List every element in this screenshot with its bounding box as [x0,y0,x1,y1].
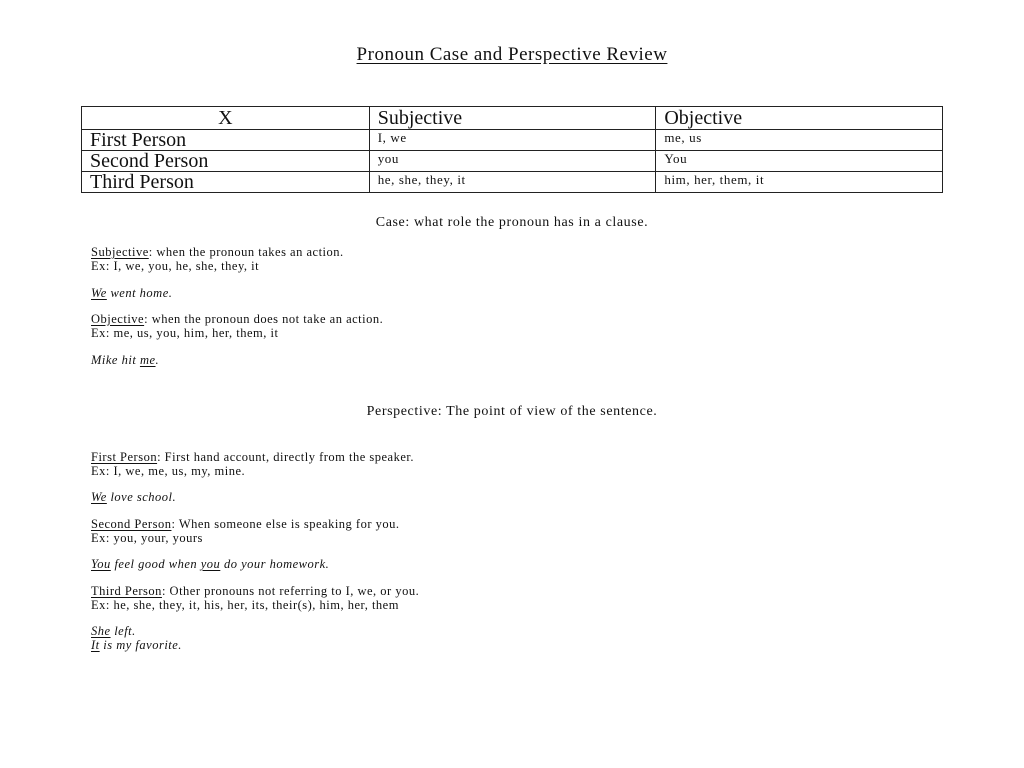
objective-sentence-pronoun: me [139,353,156,367]
third-person-example-sentences [91,624,182,652]
first-person-definition-text: : First hand account, directly from the speaker. [157,450,414,464]
second-person-sentence-end: do your homework. [220,557,330,571]
pronoun-table [81,106,943,193]
subjective-examples: Ex: I, we, you, he, she, they, it [91,259,260,273]
cell-objective: him, her, them, it [656,172,943,193]
third-person-definition-text: : Other pronouns not referring to I, we, or you. [161,584,420,598]
third-person-sentence2-rest: is my favorite. [99,638,182,652]
subjective-example-sentence [91,286,172,300]
table-row [82,151,943,172]
third-person-examples: Ex: he, she, they, it, his, her, its, their(s), him, her, them [91,598,399,612]
subjective-sentence-rest: went home. [106,286,173,300]
table-row [82,172,943,193]
row-label-second-person: Second Person [82,151,370,172]
case-heading: Case: what role the pronoun has in a clause. [375,215,649,230]
first-person-examples: Ex: I, we, me, us, my, mine. [91,464,246,478]
cell-subjective: I, we [369,130,656,151]
third-person-definition [91,584,419,612]
objective-definition-text: : when the pronoun does not take an action. [144,312,384,326]
row-label-first-person: First Person [82,130,370,151]
second-person-sentence-mid: feel good when [110,557,201,571]
third-person-sentence2-pronoun: It [91,638,100,652]
subjective-definition [91,245,344,273]
first-person-definition [91,450,414,478]
objective-definition [91,312,383,340]
second-person-term: Second Person [91,517,172,531]
objective-term: Objective [91,312,145,326]
subjective-definition-text: : when the pronoun takes an action. [148,245,344,259]
second-person-definition-text: : When someone else is speaking for you. [171,517,400,531]
second-person-example-sentence [91,557,329,571]
subjective-sentence-pronoun: We [91,286,107,300]
row-label-third-person: Third Person [82,172,370,193]
second-person-definition [91,517,400,545]
cell-objective: me, us [656,130,943,151]
cell-objective: You [656,151,943,172]
third-person-sentence1-pronoun: She [91,624,111,638]
page-title: Pronoun Case and Perspective Review [356,44,668,65]
objective-examples: Ex: me, us, you, him, her, them, it [91,326,279,340]
first-person-sentence-rest: love school. [106,490,177,504]
first-person-term: First Person [91,450,158,464]
table-header-objective: Objective [656,107,943,130]
second-person-examples: Ex: you, your, yours [91,531,203,545]
first-person-example-sentence [91,490,176,504]
table-header-subjective: Subjective [369,107,656,130]
subjective-term: Subjective [91,245,149,259]
objective-sentence-start: Mike hit [91,353,140,367]
table-header-row [82,107,943,130]
second-person-sentence-pronoun-1: You [91,557,111,571]
objective-example-sentence [91,353,159,367]
third-person-sentence1-rest: left. [110,624,136,638]
cell-subjective: you [369,151,656,172]
table-header-corner: X [82,107,370,130]
table-row [82,130,943,151]
cell-subjective: he, she, they, it [369,172,656,193]
first-person-sentence-pronoun: We [91,490,107,504]
perspective-heading: Perspective: The point of view of the sentence. [366,404,658,419]
objective-sentence-end: . [155,353,160,367]
second-person-sentence-pronoun-2: you [200,557,221,571]
third-person-term: Third Person [91,584,162,598]
